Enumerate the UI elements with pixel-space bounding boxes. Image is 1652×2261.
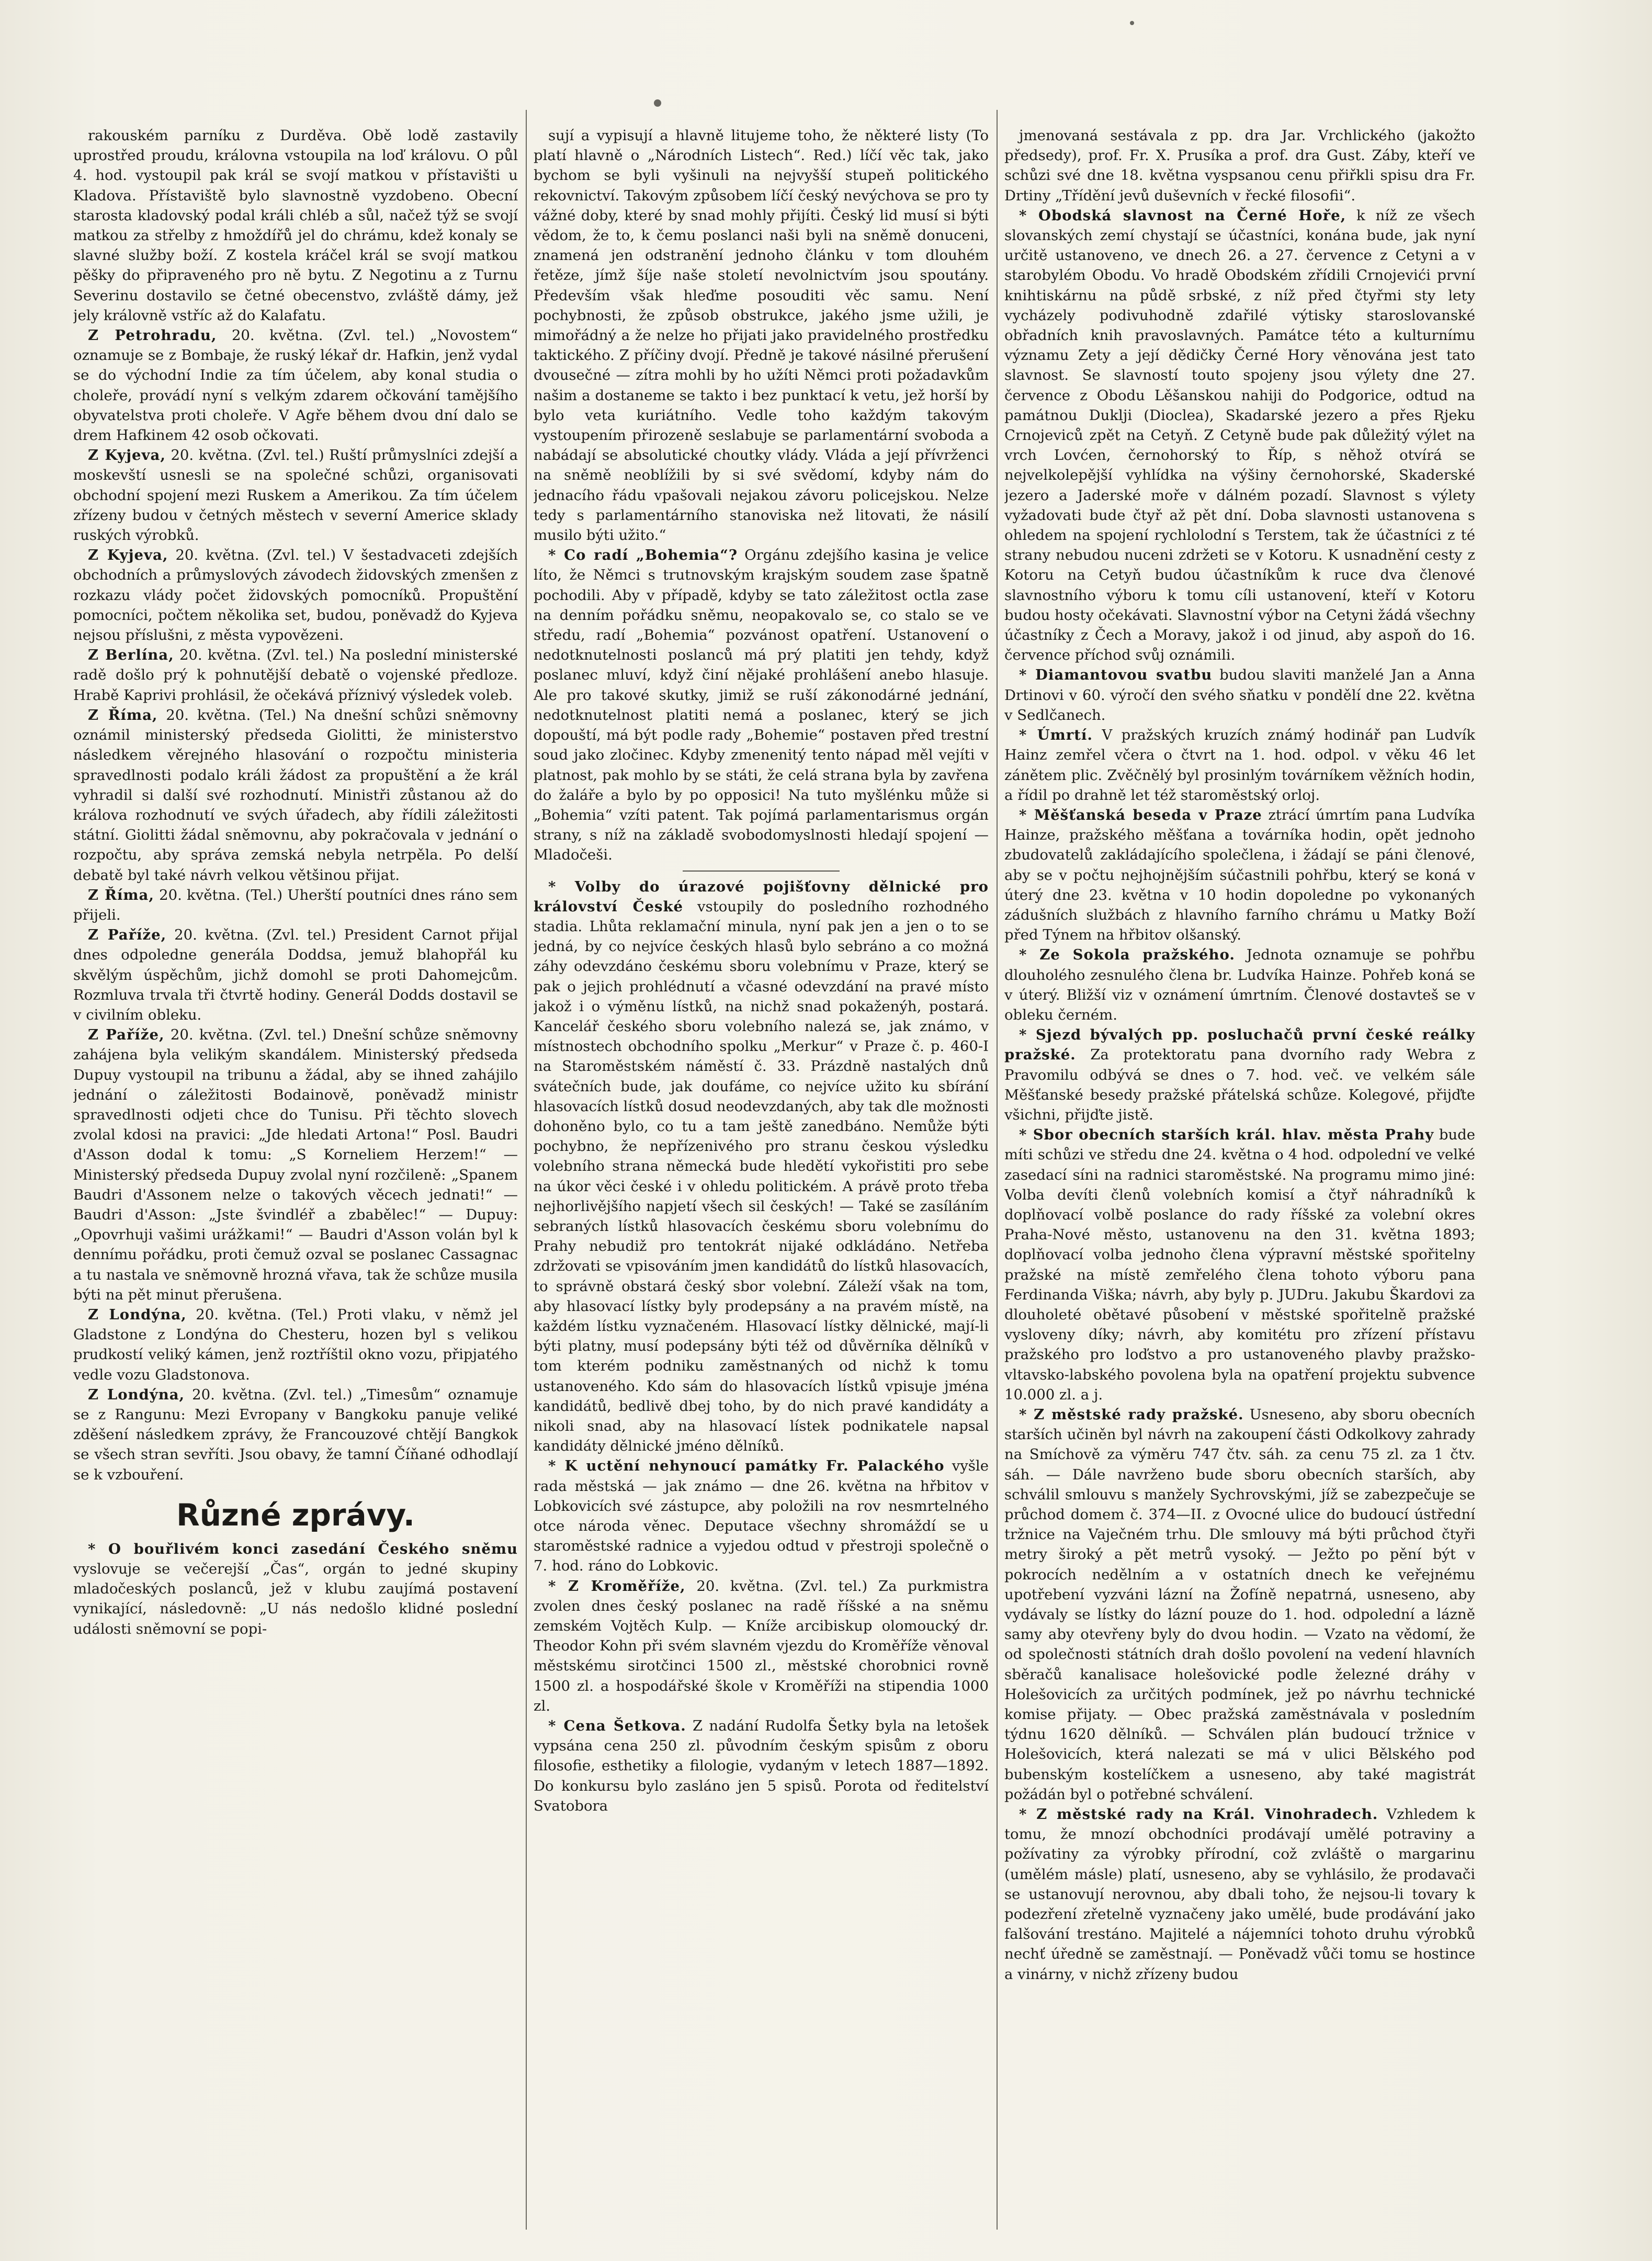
article-paragraph xyxy=(73,705,518,885)
article-lead: * Obodská slavnost na Černé Hoře, xyxy=(1019,207,1347,224)
article-text: budou slaviti manželé Jan a Anna Drtinovi v 60. výročí den svého sňatku v pondělí dne 22. května v Sedlčanech. xyxy=(1004,666,1475,723)
article-text: 20. května. (Zvl. tel.) President Carnot přijal dnes odpoledne generála Doddsa, jemuž blahopřál ku skvělým úspěchům, jichž domohl se proti Dahomejcům. Rozmluva trvala tři čtvrtě hodiny. Generál Dodds dostavil se v civilním obleku. xyxy=(73,926,518,1023)
article-text: 20. května. (Tel.) Uherští poutníci dnes ráno sem přijeli. xyxy=(73,886,518,923)
article-lead: Z Paříže, xyxy=(88,926,167,944)
article-paragraph xyxy=(73,545,518,645)
article-text: 20. května. (Zvl. tel.) Ruští průmyslníci zdejší a moskevští usnesli se na společné schůzi, organisovati obchodní spojení mezi Ruskem a Amerikou. Za tím účelem zřízeny budou v četných městech v severní Americe sklady ruských výrobků. xyxy=(73,447,518,544)
article-lead: Z Petrohradu, xyxy=(88,327,217,344)
article-paragraph xyxy=(1004,1025,1475,1125)
article-paragraph xyxy=(534,877,989,1456)
article-paragraph xyxy=(1004,945,1475,1025)
article-lead: * O bouřlivém konci zasedání Českého sněmu xyxy=(88,1540,518,1557)
article-lead: * Co radí „Bohemia“? xyxy=(548,547,738,564)
print-mark xyxy=(1130,21,1134,25)
article-paragraph xyxy=(1004,725,1475,805)
article-paragraph xyxy=(1004,126,1475,206)
article-lead: * Sbor obecních starších král. hlav. města Prahy xyxy=(1019,1126,1434,1144)
article-text: Vzhledem k tomu, že mnozí obchodníci prodávají umělé potraviny a požívatiny za výrobky přírodní, což zvláště o margarinu (umělém másle) platí, usneseno, aby se vyhlásilo, že prodavači se ustanovují nerovnou, aby dbali toho, že nejsou-li tovary k podezření zřetelně vyznačeny jako umělé, bude prodávání jako falšování trestáno. Majitelé a nájemníci tohoto druhu výrobků nechť úředně se zaměstnají. — Poněvadž vůči tomu se hostince a vinárny, v nichž zřízeny budou xyxy=(1004,1806,1475,1983)
article-paragraph xyxy=(73,126,518,325)
article-lead: * Úmrtí. xyxy=(1019,727,1093,744)
article-lead: Z Kyjeva, xyxy=(88,547,168,564)
article-lead: Z Říma, xyxy=(88,706,158,723)
article-lead: * Z Kroměříže, xyxy=(548,1577,686,1595)
article-paragraph xyxy=(73,645,518,705)
article-text: vstoupily do posledního rozhodného stadia. Lhůta reklamační minula, nyní pak jen a jen o to se jedná, by co nejvíce českých hlasů bylo sebráno a co možná záhy odevzdáno českému sboru volebnímu v Praze, který se pak o jejich prohlédnutí a včasné odevzdání na pravé místo jakož i o výměnu lístků, na nichž snad pokaženýh, postará. Kancelář českého sboru volebního nalezá se, jak známo, v místnostech obchodního spolku „Merkur“ v Praze č. p. 460-I na Staroměstském náměstí č. 33. Prázdně nastalých dnů svátečních bude, jak doufáme, co nejvíce užito ku sbírání hlasovacích lístků dosud neodevzdaných, aby tak dle možnosti dohoněno bylo, co tu a tam ještě zanedbáno. Nemůže býti pochybno, že nepřízenivého pro stranu českou výsledku volebního strana německá bude hledětí vykořistiti pro sebe na úkor věci české i v ohledu politickém. A právě proto třeba nejhorlivějšího napjetí všech sil českých! — Také se zasíláním sebraných lístků hlasovacích českému sboru volebnímu do Prahy nebudiž pro tentokrát nijaké odkládáno. Netřeba zdržovati se vpisováním jmen kandidátů do lístků hlasovacích, to správně obstará český sbor volební. Záleží však na tom, aby hlasovací lístky byly prodepsány a na pravém místě, na každém lístku vyznačeném. Hlasovací lístky dělnické, mají-li býti platny, musí podepsány býti též od důvěrníka dělníků v tom kterém podniku zaměstnaných od nichž k tomu ustanoveného. Kdo sám do hlasovacích lístků vpisuje jména kandidátů, bedlivě dbej toho, by do nich pravé kandidáty a nikoli snad, aby na hlasovací lístek podnikatele napsal kandidáty dělnické jméno dělníků. xyxy=(534,898,989,1455)
column-rule-right xyxy=(997,110,998,2230)
article-lead: * Měšťanská beseda v Praze xyxy=(1019,806,1262,823)
column-rule-left xyxy=(526,110,527,2230)
article-paragraph xyxy=(1004,805,1475,945)
article-lead: Z Berlína, xyxy=(88,647,174,664)
article-paragraph xyxy=(1004,665,1475,725)
article-paragraph xyxy=(534,1456,989,1576)
section-heading: Různé zprávy. xyxy=(176,1497,415,1533)
article-separator xyxy=(683,871,840,872)
article-text: jmenovaná sestávala z pp. dra Jar. Vrchlického (jakožto předsedy), prof. Fr. X. Prusíka a prof. dra Gust. Záby, kteří ve schůzi své dne 18. května vyspsanou cenu přiřkli spisu dra Fr. Drtiny „Třídění jevů duševních v řecké filosofii“. xyxy=(1004,127,1475,204)
article-text: Z nadání Rudolfa Šetky byla na letošek vypsána cena 250 zl. původním českým spisům z oboru filosofie, esthetiky a filologie, vydaným v letech 1887—1892. Do konkursu bylo zasláno jen 5 spisů. Porota od ředitelství Svatobora xyxy=(534,1717,989,1814)
article-text: Za protektoratu pana dvorního rady Webra z Pravomilu odbývá se dnes o 7. hod. več. ve velkém sále Měšťanské besedy pražské přátelská schůze. Kolegové, přijďte všichni, přijďte jistě. xyxy=(1004,1046,1475,1123)
article-paragraph xyxy=(73,1539,518,1639)
article-text: 20. května. (Zvl. tel.) V šestadvaceti zdejších obchodních a průmyslových závodech židovských zmenšen z rozkazu vlády počet židovských pomocníků. Propuštění pomocníci, počtem několika set, budou, poněvadž do Kyjeva nejsou příslušni, z města vypovězeni. xyxy=(73,547,518,644)
article-paragraph xyxy=(534,545,989,865)
article-text: vyslovuje se večerejší „Čas“, orgán to jedné skupiny mladočeských poslanců, jež v klubu zaujímá postavení vynikající, následovně: „U nás nedošlo klidné poslední události sněmovní se popi- xyxy=(73,1561,518,1637)
column-1 xyxy=(73,126,518,2230)
article-paragraph xyxy=(1004,1804,1475,1984)
article-text: V pražských kruzích známý hodinář pan Ludvík Hainz zemřel včera o čtvrt na 1. hod. odpol. v věku 46 let zánětem plic. Zvěčnělý byl prosinlým továrníkem věžních hodin, a řídil po drahně let též staroměstský orloj. xyxy=(1004,727,1475,804)
article-text: Usneseno, aby sboru obecních starších učiněn byl návrh na zakoupení části Odkolkovy zahrady na Smíchově za výměru 747 čtv. sáh. za cenu 75 zl. za 1 čtv. sáh. — Dále navrženo bude sboru obecních starších, aby schválil smlouvu s manžely Sychrovskými, jíž se zabezpečuje se průchod domem č. 374—II. z Ovocné ulice do budoucí ústřední tržnice na Vaječném trhu. Dle smlouvy má býti průchod čtyři metry široký a pět metrů vysoký. — Ježto po pění být v pokrocích nedělním a v ostatních dnech ke veřejnému upotřebení vyzváni lázní na Žofíně nepatrná, usneseno, aby vydávaly se lístky do lázní pouze do 1. hod. odpolední a lázně samy aby otevřeny byly do dvou hodin. — Vzato na vědomí, že od společnosti státních drah došlo povolení na vedení hlavních sběračů kanalisace holešovické podle železné dráhy v Holešovicích za určitých podmínek, jež po návrhu technické komise přijaty. — Obec pražská zaměstnávala v posledním týdnu 1620 dělníků. — Schválen plán budoucí tržnice v Holešovicích, která nalezati se má v ulici Bělského pod bubenským kostelíčkem a usneseno, aby také magistrát požádán byl o potřebné schválení. xyxy=(1004,1406,1475,1803)
column-3 xyxy=(1004,126,1475,2230)
article-text: vyšle rada městská — jak známo — dne 26. května na hřbitov v Lobkovicích své zástupce, aby položili na rov nesmrtelného otce národa věnec. Deputace všechny shromáždí se u staroměstské radnice a vyjedou odtud v přestroji společně o 7. hod. ráno do Lobkovic. xyxy=(534,1457,989,1575)
article-paragraph xyxy=(1004,1125,1475,1405)
article-text: 20. května. (Zvl. tel.) „Novostem“ oznamuje se z Bombaje, že ruský lékař dr. Hafkin, jenž vydal se do východní Indie za tím účelem, aby konal studia o choleře, provádí nyní s velkým zdarem očkování tamějšího obyvatelstva proti choleře. V Agře během dvou dní dalo se drem Hafkinem 42 osob očkovati. xyxy=(73,327,518,444)
article-text: 20. května. (Tel.) Proti vlaku, v němž jel Gladstone z Londýna do Chesteru, hozen byl s velikou prudkostí veliký kámen, jenž roztříštil okno vozu, připjatého vedle vozu Gladstonova. xyxy=(73,1306,518,1383)
article-paragraph xyxy=(73,445,518,545)
article-text: Jednota oznamuje se pohřbu dlouholého zesnulého člena br. Ludvíka Hainze. Pohřeb koná se v úterý. Bližší viz v oznámení úmrtním. Členové dostavteš se v obleku černém. xyxy=(1004,946,1475,1023)
article-lead: Z Kyjeva, xyxy=(88,447,166,464)
print-mark xyxy=(654,99,661,107)
article-text: 20. května. (Zvl. tel.) Na poslední ministerské radě došlo prý k pohnutější debatě o vojenské předloze. Hrabě Kaprivi prohlásil, že očekává příznivý výsledek voleb. xyxy=(73,647,518,704)
article-paragraph xyxy=(534,126,989,545)
article-paragraph xyxy=(73,1305,518,1385)
article-paragraph xyxy=(1004,1405,1475,1804)
article-paragraph xyxy=(534,1576,989,1716)
article-paragraph xyxy=(73,925,518,1025)
article-paragraph xyxy=(534,1716,989,1816)
article-lead: Z Londýna, xyxy=(88,1386,185,1403)
article-text: k níž ze všech slovanských zemí chystají se účastníci, konána bude, jak nyní určitě ustanoveno, ve dnech 26. a 27. července z Cetyni a v starobylém Obodu. Vo hradě Obodském zřídili Crnojevići první knihtiskárnu na půdě srbské, z níž před čtyřmi sty lety vycházely podivuhodně zdařilé výtisky staroslovanské obřadních knih pravoslavných. Památce této a kulturnímu významu Zety a její dědičky Černé Hory věnována jest tato slavnost. Se slavností touto spojeny jsou výlety dne 27. července z Obodu Lěšanskou nahiji do Podgorice, odtud na památnou Duklji (Dioclea), Skadarské jezero a přes Rjeku Crnojeviců zpět na Cetyň. Z Cetyně bude pak důležitý výlet na vrch Lovćen, černohorský to Říp, s něhož otvírá se nejvelkolepější vyhlídka na výšiny černohorské, Skaderské jezero a Jaderské moře v dálném pozadí. Slavnost s výlety vyžadovati bude čtyř až pět dní. Doba slavnosti ustanovena s ohledem na spojení rychlolodní s Terstem, tak že účastníci z té strany nebudou nuceni zdržeti se v Kotoru. K usnadnění cesty z Kotoru na Cetyň budou účastníkům k ruce dva členové slavnostního výboru k tomu cíli ustanovení, kteří v Kotoru budou hosty očekávati. Slavnostní výbor na Cetyni žádá všechny účastníky z Čech a Moravy, jakož i od jinud, aby aspoň do 16. července příchod svůj oznámili. xyxy=(1004,207,1475,664)
article-text: 20. května. (Zvl. tel.) „Timesům“ oznamuje se z Rangunu: Mezi Evropany v Bangkoku panuje veliké zděšení následkem zprávy, že Francouzové chtějí Bangkok se všech stran sevříti. Jsou obavy, že tamní Číňané odhodlají se k vzbouření. xyxy=(73,1386,518,1483)
article-text: Orgánu zdejšího kasina je velice líto, že Němci s trutnovským krajským soudem zase špatně pochodili. Aby v případě, kdyby se tato záležitost octla zase na denním pořádku sněmu, neopakovalo se, co stalo se ve středu, radí „Bohemia“ pozvánost opatření. Ustanovení o nedotknutelnosti poslanců má prý platiti jen tehdy, když poslanec mluví, když činí nějaké prohlášení anebo hlasuje. Ale pro takové skutky, jimiž se ruší zákonodárné jednání, nedotknutelnost platiti nemá a poslanec, který se jich dopouští, má být podle rady „Bohemie“ postaven před trestní soud jako zločinec. Kdyby zmenenitý tento nápad měl vejíti v platnost, pak mohlo by se státi, že celá strana byla by zavřena do žaláře a bylo by po opposici! Na tuto myšlénku může si „Bohemia“ vzíti patent. Tak pojímá parlamentarismus orgán strany, s níž na základě svobodomyslnosti hledají spojení — Mladočeši. xyxy=(534,547,989,864)
article-paragraph xyxy=(73,885,518,925)
article-lead: * Z městské rady pražské. xyxy=(1019,1406,1244,1423)
article-lead: * Z městské rady na Král. Vinohradech. xyxy=(1019,1806,1378,1823)
article-lead: * Cena Šetkova. xyxy=(548,1717,686,1735)
article-text: 20. května. (Zvl. tel.) Za purkmistra zvolen dnes český poslanec na radě říšské a na sněmu zemském Vojtěch Kulp. — Kníže arcibiskup olomoucký dr. Theodor Kohn při svém slavném vjezdu do Kroměříže věnoval městskému sirotčinci 1500 zl., městské chorobnici rovně 1500 zl. a hospodářské škole v Kroměříži na stipendia 1000 zl. xyxy=(534,1577,989,1714)
article-text: 20. května. (Zvl. tel.) Dnešní schůze sněmovny zahájena byla velikým skandálem. Ministerský předseda Dupuy vystoupil na tribunu a žádal, aby se ihned zahájilo jednání o záležitosti Bodainově, poněvadž ministr spravedlnosti odjeti chce do Tunisu. Při těchto slovech zvolal kdosi na pravici: „Jde hledati Artona!“ Posl. Baudri d'Asson dodal k tomu: „S Korneliem Herzem!“ — Ministerský předseda Dupuy zvolal nyní rozčileně: „Spanem Baudri d'Assonem nelze o takových věcech jednati!“ — Baudri d'Asson: „Jste švindléř a zbabělec!“ — Dupuy: „Opovrhuji vašimi urážkami!“ — Baudri d'Asson volán byl k dennímu pořádku, proti čemuž ozval se poslanec Cassagnac a tu nastala ve sněmovně hrozná vřava, tak že schůze musila býti na pět minut přerušena. xyxy=(73,1026,518,1303)
article-lead: * Diamantovou svatbu xyxy=(1019,666,1213,684)
article-lead: * Ze Sokola pražského. xyxy=(1019,946,1235,964)
column-2 xyxy=(534,126,989,2230)
article-paragraph xyxy=(1004,206,1475,665)
article-paragraph xyxy=(73,1025,518,1305)
article-text: sují a vypisují a hlavně litujeme toho, že některé listy (To platí hlavně o „Národních Listech“. Red.) líčí věc tak, jako bychom se byli vyšinuli na nejvyšší stupeň politického rekovnictví. Takovým způsobem líčí český nevýchova se pro ty vážné doby, které by snad mohly přijíti. Český lid musí si býti vědom, že to, k čemu poslanci naši byli na sněmě donuceni, znamená jen odstranění jednoho článku v tom dlouhém řetěze, jímž šíje naše století nevolnictvím jsou spoutány. Především však hleďme posouditi věc samu. Není pochybnosti, že způsob obstrukce, jakého jsme užili, je mimořádný a že nelze ho přijati jako pravidelného prostředku taktického. Z příčiny dvojí. Předně je takové násilné přerušení dvousečné — zítra mohli by ho užíti Němci proti požadavkům našim a dostaneme se takto i bez punktací k vetu, jež horší by bylo veta kuriátního. Vedle toho každým takovým vystoupením přirozeně seslabuje se parlamentární svoboda a nabádají se absolutické choutky vlády. Vláda a její přívrženci na sněmě neoblížili by si své svědomí, kdyby nám do jednacího řádu vpašovali nejakou závoru policejskou. Nelze tedy s parlamentárního stanoviska než litovati, že násilí musilo býti užito.“ xyxy=(534,127,989,544)
article-lead: * Volby do úrazové pojišťovny dělnické pro království České xyxy=(534,878,989,915)
article-lead: * Sjezd bývalých pp. posluchačů první české reálky pražské. xyxy=(1004,1026,1475,1064)
article-lead: Z Říma, xyxy=(88,886,154,903)
article-lead: * K uctění nehynoucí památky Fr. Palackého xyxy=(548,1457,945,1475)
article-paragraph xyxy=(73,325,518,445)
article-paragraph xyxy=(73,1385,518,1485)
article-text: 20. května. (Tel.) Na dnešní schůzi sněmovny oznámil ministerský předseda Giolitti, že ministerstvo následkem věrejného hlasování o rozpočtu ministeria spravedlnosti podalo králi žádost za propuštění a že král vyhradil si další své rozhodnutí. Ministři zůstanou až do králova rozhodnutí ve svých úřadech, aby řídili záležitosti státní. Giolitti žádal sněmovnu, aby pokračovala v jednání o rozpočtu, aby správa zemská nebyla netrpěla. Po delší debatě byl také návrh velkou většinou přijat. xyxy=(73,706,518,884)
article-text: ztrácí úmrtím pana Ludvíka Hainze, pražského měšťana a továrníka hodin, opět jednoho zbudovatelů zakládajícího společlena, i žádají se páni členové, aby se v počtu nejhojnějším súčastnili pohřbu, který se koná v úterý dne 23. května v 10 hodin dopoledne po vykonaných zádušních službách z hlavního farního chrámu u Matky Boží před Týnem na hřbitov olšanský. xyxy=(1004,806,1475,944)
article-text: rakouském parníku z Durděva. Obě lodě zastavily uprostřed proudu, královna vstoupila na loď královu. O půl 4. hod. vystoupil pak král se svojí matkou v přístavišti u Kladova. Přístaviště bylo slavnostně vyzdobeno. Obecní starosta kladovský podal králi chléb a sůl, načež týž se svojí matkou za střelby z hmoždířů jel do chrámu, kdež konaly se slavné služby boží. Z kostela kráčel král se svojí matkou pěšky do připraveného pro ně bytu. Z Negotinu a z Turnu Severinu dostavilo se četné obecenstvo, zvláště dámy, jež jely královně vstříc až do Kalafatu. xyxy=(73,127,518,324)
article-lead: Z Londýna, xyxy=(88,1306,187,1323)
article-lead: Z Paříže, xyxy=(88,1026,165,1044)
article-text: bude míti schůzi ve středu dne 24. května o 4 hod. odpolední ve velké zasedací síni na radnici staroměstské. Na programu mimo jiné: Volba devíti členů volebních komisí a čtyř náhradníků k doplňovací volbě poslance do rady říšské za volební okres Praha-Nové město, ustanovenu na den 31. května 1893; doplňovací volba jednoho člena výpravní městské spořitelny pražské na místě zemřelého člena tohoto výboru pana Ferdinanda Viška; návrh, aby byly p. JUDru. Jakubu Škardovi za dlouholeté obětavé působení v městské spořitelně pražské vysloveny díky; návrh, aby komitétu pro zřízení přístavu pražského pro loďstvo a pro ustanoveného plavby pražsko-vltavsko-labského povolena byla na opatření projektu subvence 10.000 zl. a j. xyxy=(1004,1126,1475,1403)
